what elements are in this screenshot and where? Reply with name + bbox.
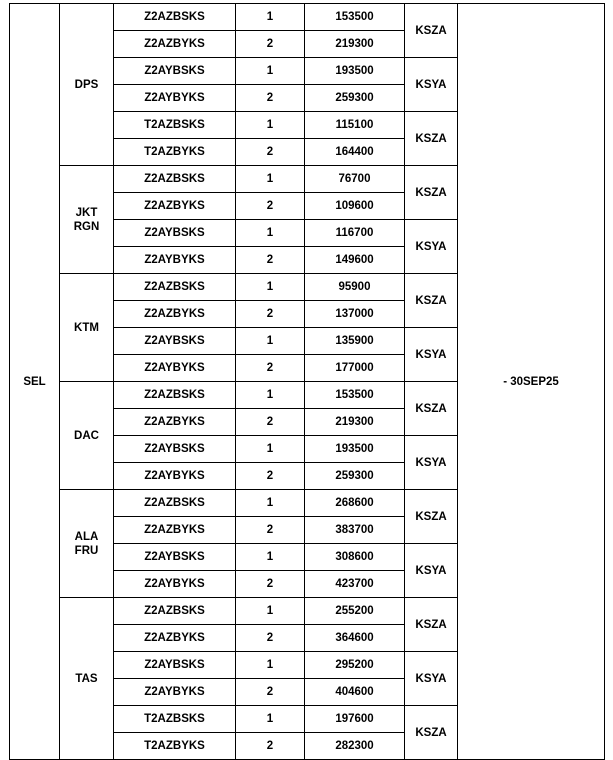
fare-basis-cell: Z2AZBSKS	[114, 382, 236, 409]
destination-cell	[60, 598, 114, 760]
amount-cell: 282300	[305, 733, 405, 760]
sequence-cell: 1	[236, 328, 305, 355]
sequence-cell: 1	[236, 544, 305, 571]
destination-code: RGN	[73, 220, 100, 233]
destination-code: ALA	[74, 530, 99, 543]
class-code-cell: KSZA	[405, 706, 458, 760]
class-code-cell: KSZA	[405, 274, 458, 328]
fare-basis-cell: Z2AZBSKS	[114, 598, 236, 625]
class-code-cell: KSYA	[405, 58, 458, 112]
fare-basis-cell: Z2AZBSKS	[114, 166, 236, 193]
class-code-cell: KSYA	[405, 436, 458, 490]
sequence-cell: 2	[236, 247, 305, 274]
sequence-cell: 1	[236, 58, 305, 85]
amount-cell: 197600	[305, 706, 405, 733]
amount-cell: 255200	[305, 598, 405, 625]
fare-basis-cell: Z2AYBSKS	[114, 328, 236, 355]
class-code-cell: KSZA	[405, 490, 458, 544]
sequence-cell: 1	[236, 436, 305, 463]
amount-cell: 219300	[305, 31, 405, 58]
destination-cell	[60, 166, 114, 274]
amount-cell: 219300	[305, 409, 405, 436]
amount-cell: 149600	[305, 247, 405, 274]
amount-cell: 115100	[305, 112, 405, 139]
amount-cell: 259300	[305, 463, 405, 490]
class-code-cell: KSYA	[405, 544, 458, 598]
amount-cell: 164400	[305, 139, 405, 166]
fare-table-body	[10, 4, 605, 760]
sequence-cell: 1	[236, 166, 305, 193]
destination-code: FRU	[74, 544, 99, 557]
class-code-cell: KSYA	[405, 328, 458, 382]
sequence-cell: 2	[236, 733, 305, 760]
sequence-cell: 2	[236, 463, 305, 490]
destination-cell	[60, 490, 114, 598]
sequence-cell: 1	[236, 490, 305, 517]
fare-basis-cell: T2AZBSKS	[114, 112, 236, 139]
amount-cell: 383700	[305, 517, 405, 544]
sequence-cell: 2	[236, 193, 305, 220]
amount-cell: 135900	[305, 328, 405, 355]
fare-basis-cell: Z2AYBYKS	[114, 571, 236, 598]
fare-basis-cell: Z2AYBYKS	[114, 355, 236, 382]
destination-cell	[60, 4, 114, 166]
sequence-cell: 2	[236, 85, 305, 112]
sequence-cell: 1	[236, 274, 305, 301]
destination-cell	[60, 274, 114, 382]
fare-basis-cell: Z2AZBSKS	[114, 274, 236, 301]
amount-cell: 193500	[305, 58, 405, 85]
amount-cell: 364600	[305, 625, 405, 652]
amount-cell: 423700	[305, 571, 405, 598]
sequence-cell: 2	[236, 679, 305, 706]
amount-cell: 116700	[305, 220, 405, 247]
amount-cell: 193500	[305, 436, 405, 463]
fare-basis-cell: Z2AYBYKS	[114, 247, 236, 274]
amount-cell: 295200	[305, 652, 405, 679]
fare-basis-cell: Z2AYBSKS	[114, 652, 236, 679]
destination-code: DPS	[74, 78, 99, 91]
class-code-cell: KSZA	[405, 166, 458, 220]
fare-basis-cell: Z2AZBYKS	[114, 193, 236, 220]
destination-code: DAC	[74, 429, 99, 442]
sequence-cell: 2	[236, 517, 305, 544]
fare-basis-cell: Z2AYBYKS	[114, 85, 236, 112]
sequence-cell: 2	[236, 409, 305, 436]
class-code-cell: KSZA	[405, 112, 458, 166]
sequence-cell: 2	[236, 625, 305, 652]
amount-cell: 95900	[305, 274, 405, 301]
fare-basis-cell: Z2AZBYKS	[114, 517, 236, 544]
destination-code: JKT	[75, 206, 98, 219]
fare-basis-cell: T2AZBYKS	[114, 733, 236, 760]
fare-basis-cell: Z2AYBSKS	[114, 544, 236, 571]
sequence-cell: 2	[236, 355, 305, 382]
class-code-cell: KSZA	[405, 4, 458, 58]
fare-table	[9, 3, 605, 760]
amount-cell: 137000	[305, 301, 405, 328]
fare-basis-cell: Z2AZBSKS	[114, 4, 236, 31]
amount-cell: 109600	[305, 193, 405, 220]
fare-basis-cell: Z2AYBYKS	[114, 463, 236, 490]
destination-cell	[60, 382, 114, 490]
fare-basis-cell: Z2AYBSKS	[114, 58, 236, 85]
fare-basis-cell: Z2AZBYKS	[114, 301, 236, 328]
amount-cell: 153500	[305, 4, 405, 31]
sequence-cell: 2	[236, 139, 305, 166]
sequence-cell: 2	[236, 301, 305, 328]
class-code-cell: KSZA	[405, 598, 458, 652]
table-row	[10, 4, 605, 31]
sequence-cell: 1	[236, 706, 305, 733]
fare-basis-cell: Z2AZBSKS	[114, 490, 236, 517]
fare-basis-cell: Z2AZBYKS	[114, 31, 236, 58]
class-code-cell: KSYA	[405, 220, 458, 274]
fare-basis-cell: Z2AZBYKS	[114, 625, 236, 652]
fare-basis-cell: Z2AYBYKS	[114, 679, 236, 706]
amount-cell: 404600	[305, 679, 405, 706]
fare-basis-cell: Z2AYBSKS	[114, 436, 236, 463]
sequence-cell: 1	[236, 598, 305, 625]
destination-code: TAS	[75, 672, 98, 685]
sequence-cell: 1	[236, 220, 305, 247]
amount-cell: 153500	[305, 382, 405, 409]
amount-cell: 259300	[305, 85, 405, 112]
validity-period-cell: - 30SEP25	[458, 4, 605, 760]
amount-cell: 308600	[305, 544, 405, 571]
fare-basis-cell: Z2AZBYKS	[114, 409, 236, 436]
fare-basis-cell: T2AZBSKS	[114, 706, 236, 733]
origin-cell: SEL	[10, 4, 60, 760]
amount-cell: 76700	[305, 166, 405, 193]
sequence-cell: 2	[236, 571, 305, 598]
fare-basis-cell: T2AZBYKS	[114, 139, 236, 166]
amount-cell: 268600	[305, 490, 405, 517]
sequence-cell: 1	[236, 652, 305, 679]
fare-basis-cell: Z2AYBSKS	[114, 220, 236, 247]
sequence-cell: 1	[236, 382, 305, 409]
amount-cell: 177000	[305, 355, 405, 382]
destination-code: KTM	[74, 321, 99, 334]
sequence-cell: 1	[236, 112, 305, 139]
sequence-cell: 1	[236, 4, 305, 31]
class-code-cell: KSZA	[405, 382, 458, 436]
class-code-cell: KSYA	[405, 652, 458, 706]
sequence-cell: 2	[236, 31, 305, 58]
